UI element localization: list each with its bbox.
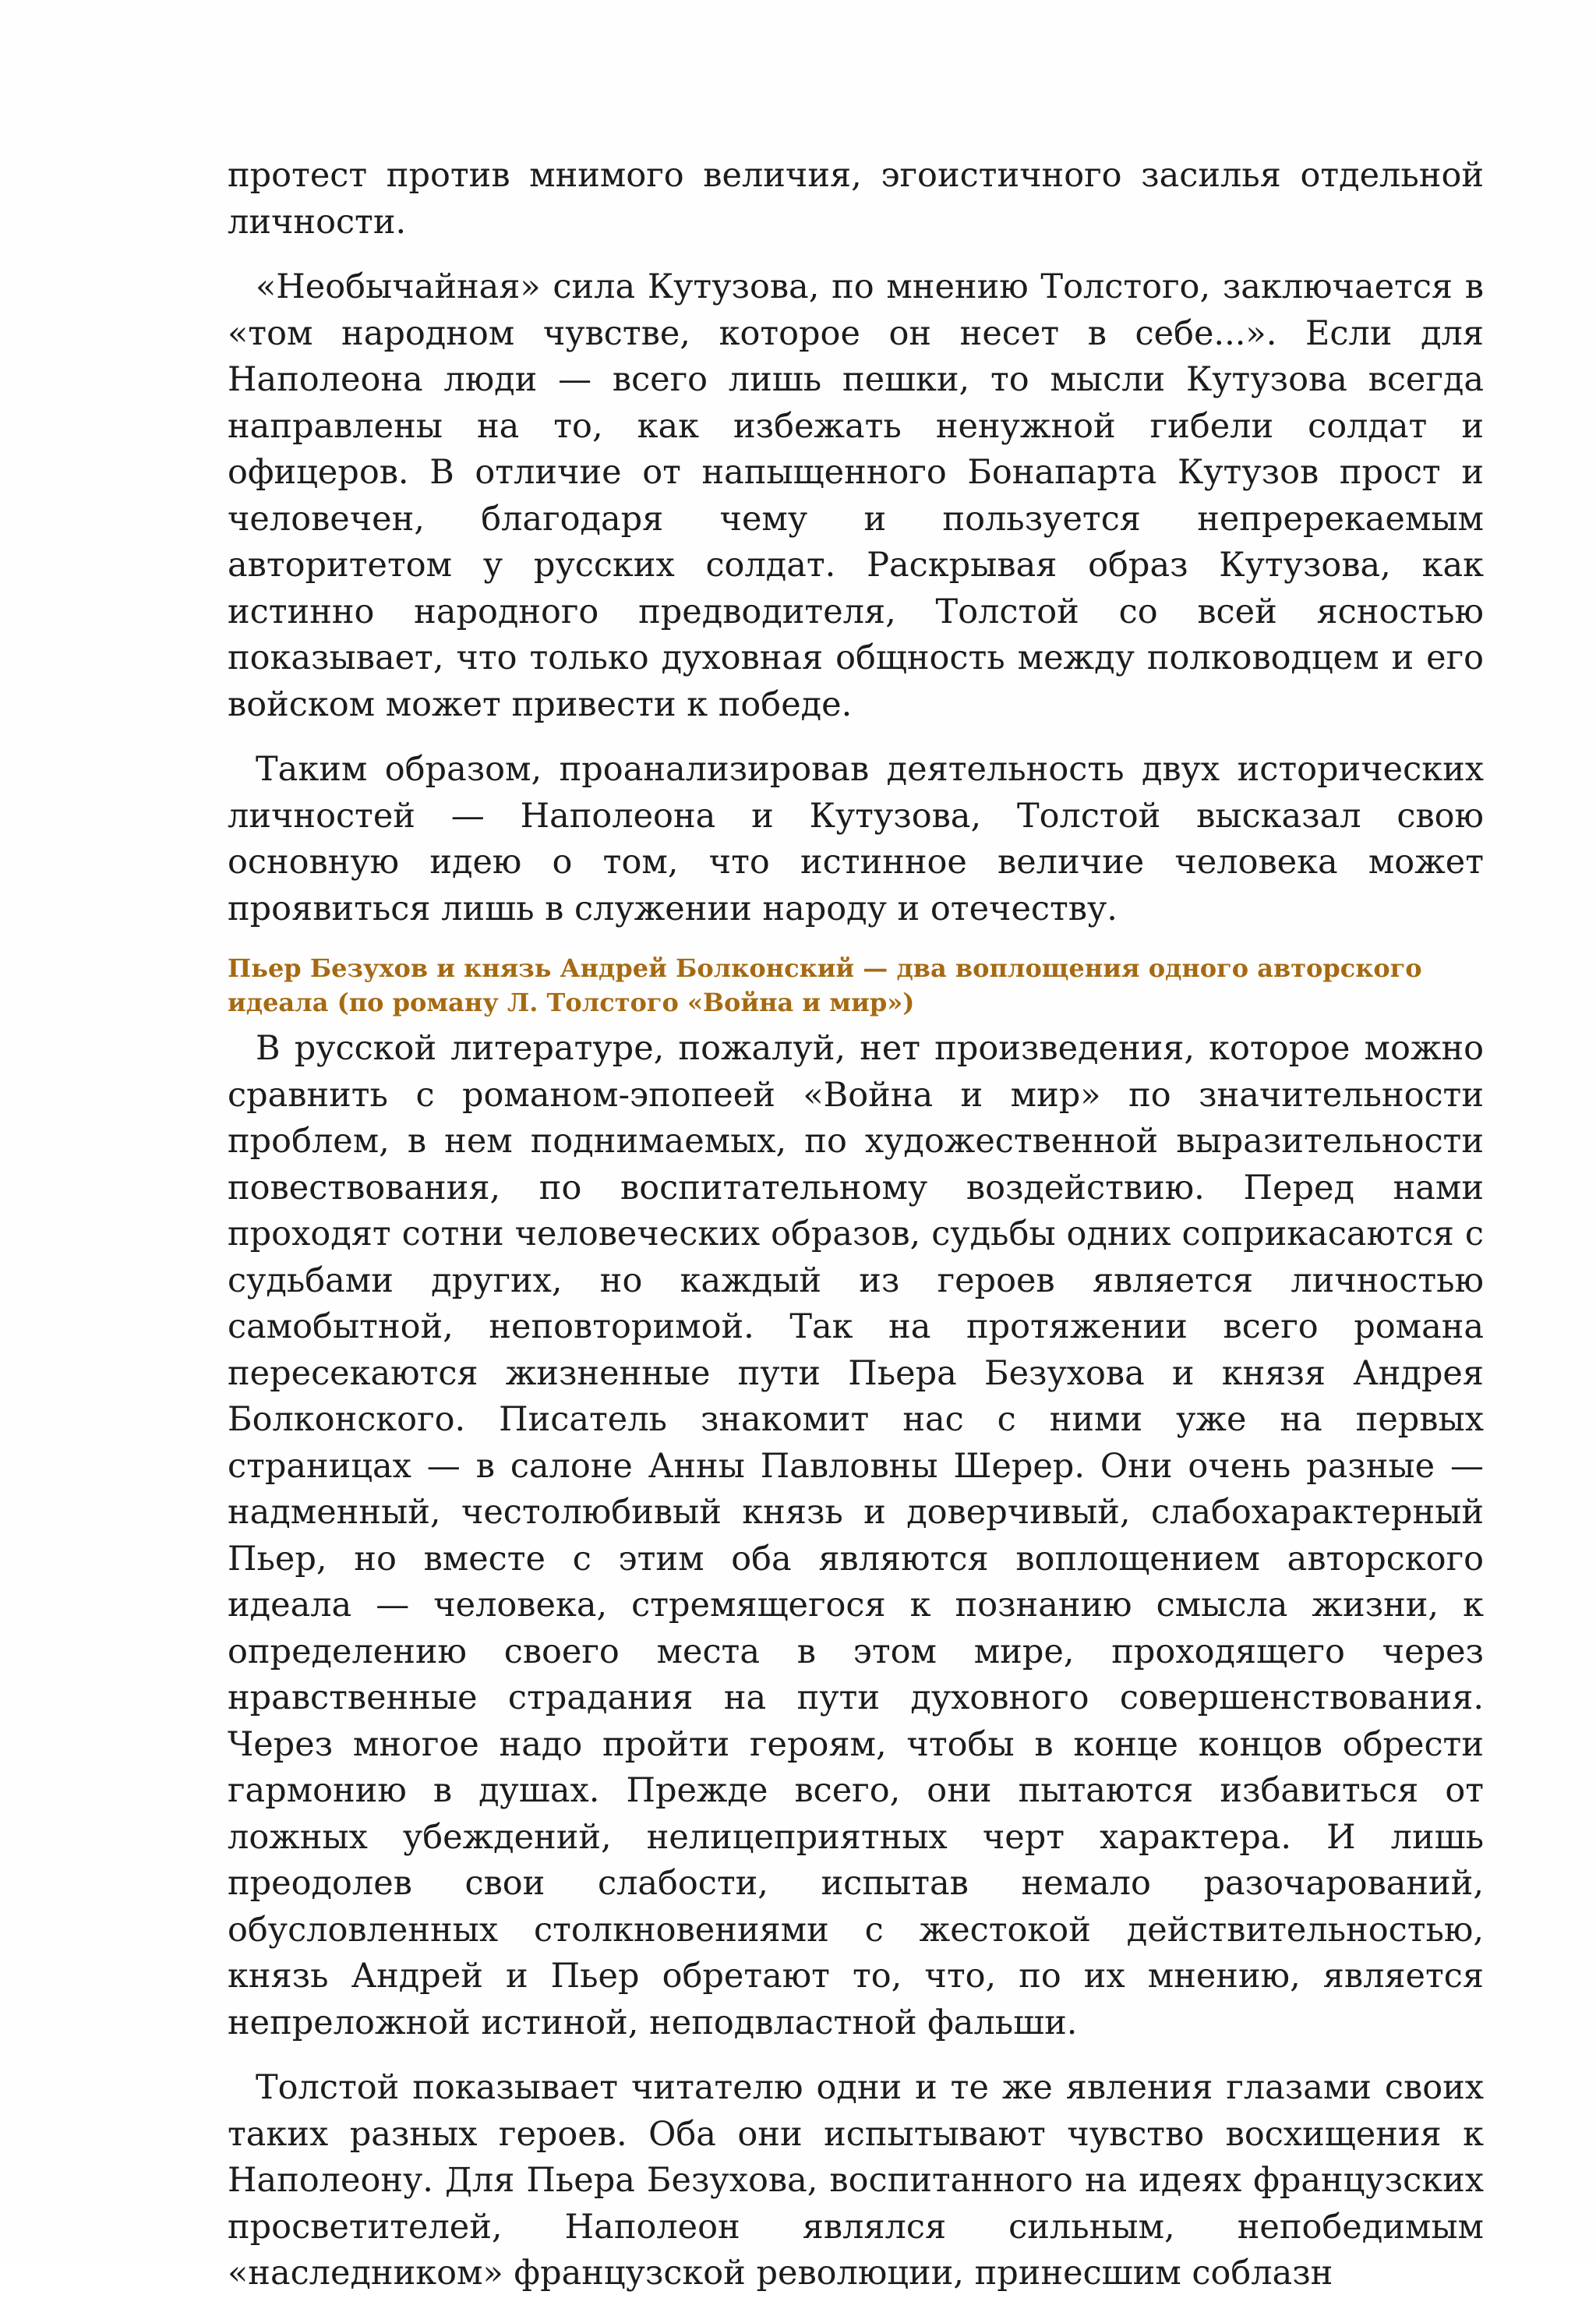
paragraph-intro-pierre-andrei: В русской литературе, пожалуй, нет произведения, которое можно сравнить с романом-эпопеей «Война и мир» по значительности проблем, в нем поднимаемых, по художественной выразительности повествования, по воспитательному воздействию. Перед нами проходят сотни человеческих образов, судьбы одних соприкасаются с судьбами других, но каждый из героев является личностью самобытной, неповторимой. Так на протяжении всего романа пересекаются жизненные пути Пьера Безухова и князя Андрея Болконского. Писатель знакомит нас с ними уже на первых страницах — в салоне Анны Павловны Шерер. Они очень разные — надменный, честолюбивый князь и доверчивый, слабохарактерный Пьер, но вместе с этим оба являются воплощением авторского идеала — человека, стремящегося к познанию смысла жизни, к определению своего места в этом мире, проходящего через нравственные страдания на пути духовного совершенствования. Через многое надо пройти героям, чтобы в конце концов обрести гармонию в душах. Прежде всего, они пытаются избавиться от ложных убеждений, нелицеприятных черт характера. И лишь преодолев свои слабости, испытав немало разочарований, обусловленных столкновениями с жестокой действительностью, князь Андрей и Пьер обретают то, что, по их мнению, является непреложной истиной, неподвластной фальши. (228, 1029, 1484, 2042)
text-column (228, 153, 1484, 2316)
paragraph-napoleon-admiration: Толстой показывает читателю одни и те же явления глазами своих таких разных героев. Оба они испытывают чувство восхищения к Наполеону. Для Пьера Безухова, воспитанного на идеях французских просветителей, Наполеон являлся сильным, непобедимым «наследником» французской революции, принесшим соблазн (228, 2068, 1484, 2293)
paragraph-kutuzov-strength: «Необычайная» сила Кутузова, по мнению Толстого, заключается в «том народном чувстве, которое он несет в себе...». Если для Наполеона люди — всего лишь пешки, то мысли Кутузова всегда направлены на то, как избежать ненужной гибели солдат и офицеров. В отличие от напыщенного Бонапарта Кутузов прост и человечен, благодаря чему и пользуется непререкаемым авторитетом у русских солдат. Раскрывая образ Кутузова, как истинно народного предводителя, Толстой со всей ясностью показывает, что только духовная общность между полководцем и его войском может привести к победе. (228, 267, 1484, 724)
section-heading: Пьер Безухов и князь Андрей Болконский — два воплощения одного авторского идеала (по роману Л. Толстого «Война и мир») (228, 953, 1422, 1017)
paragraph-conclusion: Таким образом, проанализировав деятельность двух исторических личностей — Наполеона и Кутузова, Толстой высказал свою основную идею о том, что истинное величие человека может проявиться лишь в служении народу и отечеству. (228, 750, 1484, 928)
paragraph-continuation: протест против мнимого величия, эгоистичного засилья отдельной личности. (228, 156, 1484, 242)
